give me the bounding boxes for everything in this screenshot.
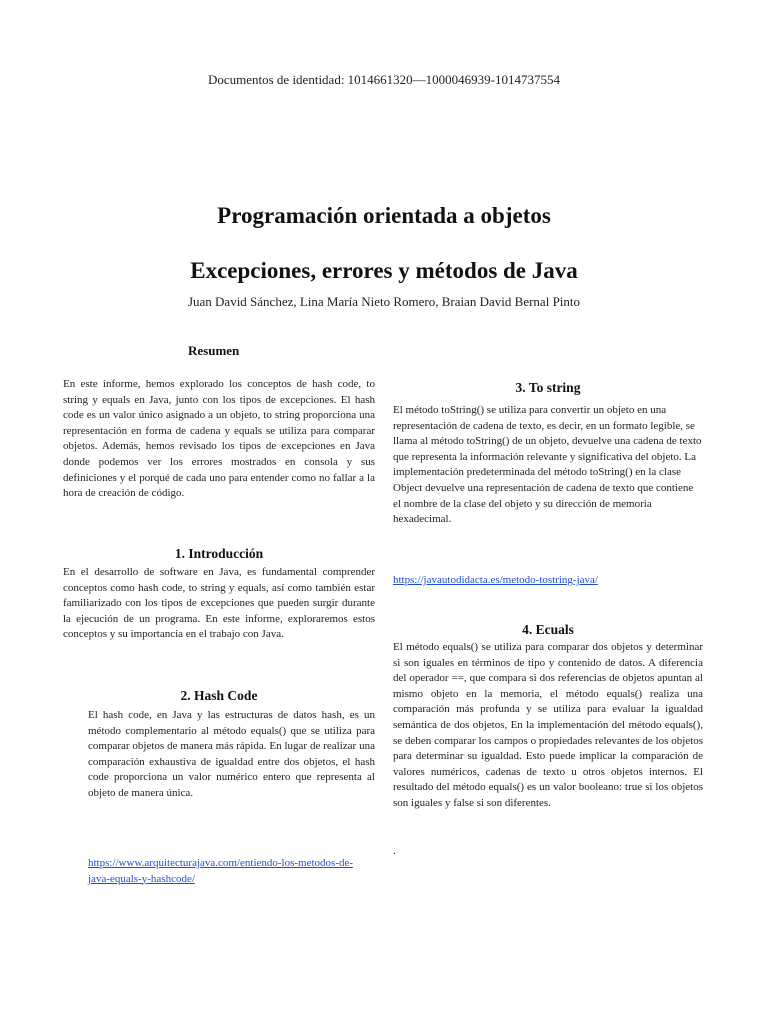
section-tostring-text: El método toString() se utiliza para convertir un objeto en una representación de cadena de texto, es decir, en un formato legible, se llama al método toString() de un objeto, devuelve una cadena de texto que representa la información relevante y significativa del objeto. La implementación predeterminada del método toString() en la clase Object devuelve una representación de cadena de texto que contiene el nombre de la clase del objeto y su dirección de memoria hexadecimal. xyxy=(393,404,702,526)
section-hashcode-heading: 2. Hash Code xyxy=(180,688,258,703)
page-subtitle: Excepciones, errores y métodos de Java xyxy=(190,258,578,283)
hashcode-reference-link[interactable]: https://www.arquitecturajava.com/entiendo-los-metodos-de-java-equals-y-hashcode/ xyxy=(88,857,354,885)
section-intro-heading: 1. Introducción xyxy=(174,546,264,561)
abstract-heading: Resumen xyxy=(188,343,240,358)
page-title: Programación orientada a objetos xyxy=(217,203,551,228)
section-equals-heading: 4. Ecuals xyxy=(522,622,574,637)
tostring-reference-link[interactable]: https://javautodidacta.es/metodo-tostring-java/ xyxy=(393,574,598,586)
authors-line: Juan David Sánchez, Lina María Nieto Romero, Braian David Bernal Pinto xyxy=(187,294,581,309)
trailing-period: . xyxy=(393,845,396,857)
section-tostring-heading: 3. To string xyxy=(515,380,581,395)
identity-line: Documentos de identidad: 1014661320—1000046939-1014737554 xyxy=(207,72,561,87)
section-equals-text: El método equals() se utiliza para comparar dos objetos y determinar si son iguales en términos de tipo y contenido de datos. A diferencia del operador ==, que compara si dos referencias de objetos apuntan al mismo objeto en la memoria, el método equals() realiza una comparación más profunda y se utiliza para evaluar la igualdad semántica de dos objetos, En la implementación del método equals(), se deben comparar los campos o propiedades relevantes de los objetos para determinar su igualdad. Esto puede implicar la comparación de valores numéricos, cadenas de texto u otros objetos internos. El resultado del método equals() es un valor booleano: true si los objetos son iguales y false si son diferentes. xyxy=(393,641,703,809)
section-intro-text: En el desarrollo de software en Java, es fundamental comprender conceptos como hash code, to string y equals, así como también estar familiarizado con los tipos de excepciones que pueden surgir durante la ejecución de un programa. En este informe, exploraremos estos conceptos y su importancia en el trabajo con Java. xyxy=(63,566,375,641)
abstract-text: En este informe, hemos explorado los conceptos de hash code, to string y equals en Java, junto con los tipos de excepciones. El hash code es un valor único asignado a un objeto, to string proporciona una representación en forma de cadena y equals se utiliza para comparar objetos. Además, hemos revisado los tipos de excepciones en Java donde podemos ver los errores mostrados en consola y sus definiciones y el porqué de cada uno para entender como no fallar a la hora de creación de código. xyxy=(63,378,375,500)
section-hashcode-text: El hash code, en Java y las estructuras de datos hash, es un método complementario al método equals() que se utiliza para comparar objetos de manera más rápida. En lugar de realizar una comparación exhaustiva de igualdad entre dos objetos, el hash code proporciona un valor numérico entero que representa al objeto de manera única. xyxy=(88,709,375,799)
